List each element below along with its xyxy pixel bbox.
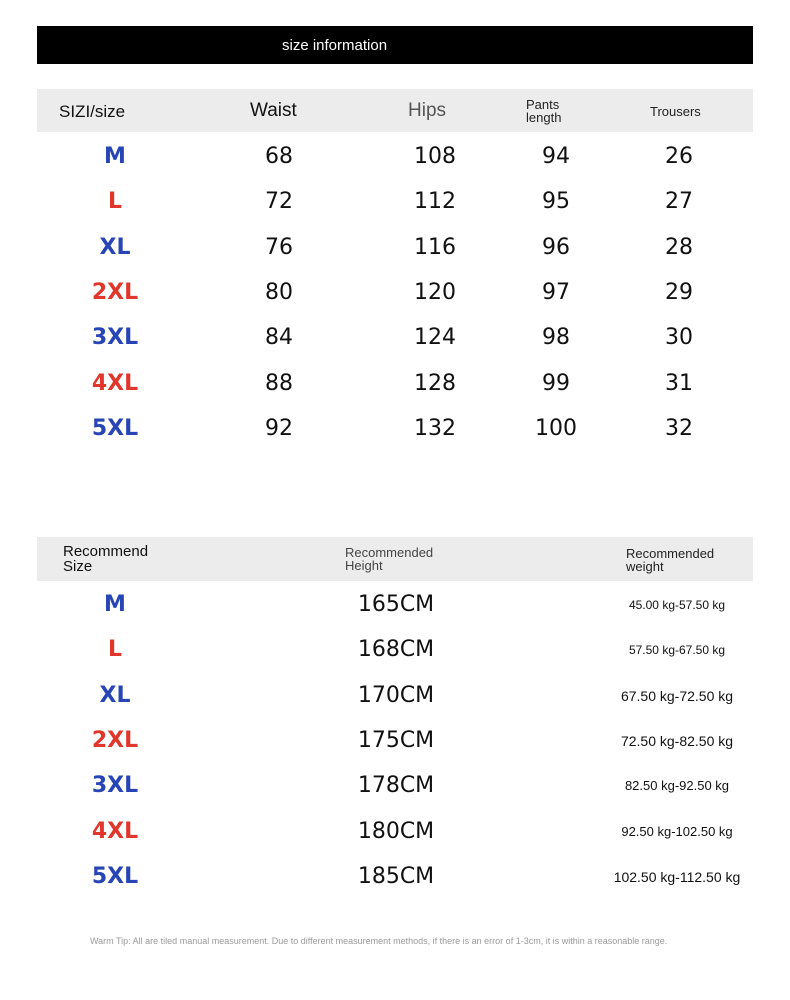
cell-weight: 102.50 kg-112.50 kg <box>613 868 741 885</box>
cell-hips: 128 <box>414 370 456 396</box>
cell-pants-length: 95 <box>542 189 570 215</box>
cell-trousers: 32 <box>665 415 693 441</box>
cell-size: 2XL <box>91 727 139 753</box>
table-row <box>0 676 790 716</box>
cell-pants-length: 96 <box>542 234 570 260</box>
cell-trousers: 28 <box>665 234 693 260</box>
table-row <box>0 318 790 358</box>
header-recommended-height: Recommended Height <box>345 545 434 573</box>
cell-pants-length: 97 <box>542 279 570 305</box>
cell-size: 5XL <box>91 863 139 889</box>
header-size: SIZI/size <box>59 102 126 121</box>
cell-height: 165CM <box>357 592 435 617</box>
cell-waist: 80 <box>265 279 293 305</box>
table-row <box>0 228 790 268</box>
cell-trousers: 31 <box>665 370 693 396</box>
cell-weight: 57.50 kg-67.50 kg <box>628 643 726 658</box>
table-row <box>0 721 790 761</box>
cell-height: 175CM <box>357 727 435 753</box>
table-row <box>0 585 790 625</box>
cell-pants-length: 99 <box>542 370 570 396</box>
cell-size: 3XL <box>91 325 139 351</box>
cell-weight: 82.50 kg-92.50 kg <box>624 778 730 794</box>
cell-size: M <box>104 144 126 169</box>
cell-hips: 132 <box>414 415 456 441</box>
warm-tip: Warm Tip: All are tiled manual measurement. Due to different measurement methods, if there is an error of 1-3cm, it is within a reasonable range. <box>90 936 668 946</box>
header-recommend-size: Recommend Size <box>63 543 149 575</box>
cell-weight: 72.50 kg-82.50 kg <box>620 732 734 749</box>
cell-weight: 45.00 kg-57.50 kg <box>628 598 726 612</box>
cell-size: 4XL <box>91 370 139 396</box>
cell-trousers: 29 <box>665 279 693 305</box>
table-row <box>0 766 790 806</box>
cell-waist: 88 <box>265 370 293 396</box>
cell-hips: 116 <box>414 234 456 260</box>
table2-header <box>37 537 753 581</box>
cell-waist: 92 <box>265 415 293 441</box>
table-row <box>0 137 790 177</box>
table-row <box>0 364 790 404</box>
cell-size: 4XL <box>91 818 139 844</box>
cell-height: 168CM <box>357 637 435 663</box>
cell-size: L <box>107 189 123 215</box>
cell-trousers: 26 <box>665 144 693 169</box>
cell-waist: 76 <box>265 234 293 260</box>
cell-size: 5XL <box>91 415 139 441</box>
cell-pants-length: 98 <box>542 325 570 351</box>
cell-size: M <box>104 592 126 617</box>
table-row <box>0 857 790 897</box>
cell-height: 178CM <box>357 773 435 799</box>
cell-height: 170CM <box>357 682 435 708</box>
cell-size: XL <box>99 234 131 260</box>
cell-size: 2XL <box>91 279 139 305</box>
cell-hips: 120 <box>414 279 456 305</box>
cell-trousers: 30 <box>665 325 693 351</box>
page-title: size information <box>282 37 388 54</box>
cell-trousers: 27 <box>665 189 693 215</box>
table1-header <box>37 89 753 132</box>
table-row <box>0 273 790 313</box>
cell-height: 180CM <box>357 818 435 844</box>
header-hips: Hips <box>408 100 447 121</box>
header-waist: Waist <box>250 100 297 121</box>
cell-pants-length: 94 <box>542 144 570 169</box>
cell-hips: 124 <box>414 325 456 351</box>
table-row <box>0 630 790 670</box>
header-trousers: Trousers <box>650 104 701 119</box>
cell-hips: 112 <box>414 189 456 215</box>
table-row <box>0 812 790 852</box>
cell-pants-length: 100 <box>535 415 577 441</box>
header-pants-length: Pants length <box>526 97 562 125</box>
table-row <box>0 182 790 222</box>
cell-weight: 92.50 kg-102.50 kg <box>621 823 733 839</box>
cell-hips: 108 <box>414 144 456 169</box>
cell-size: 3XL <box>91 773 139 799</box>
cell-waist: 84 <box>265 325 293 351</box>
header-recommended-weight: Recommended weight <box>626 546 715 574</box>
cell-size: XL <box>99 682 131 708</box>
cell-waist: 68 <box>265 144 293 169</box>
cell-size: L <box>107 637 123 663</box>
table-row <box>0 409 790 449</box>
title-bar <box>37 26 753 64</box>
cell-waist: 72 <box>265 189 293 215</box>
cell-height: 185CM <box>357 863 435 889</box>
cell-weight: 67.50 kg-72.50 kg <box>620 687 734 704</box>
